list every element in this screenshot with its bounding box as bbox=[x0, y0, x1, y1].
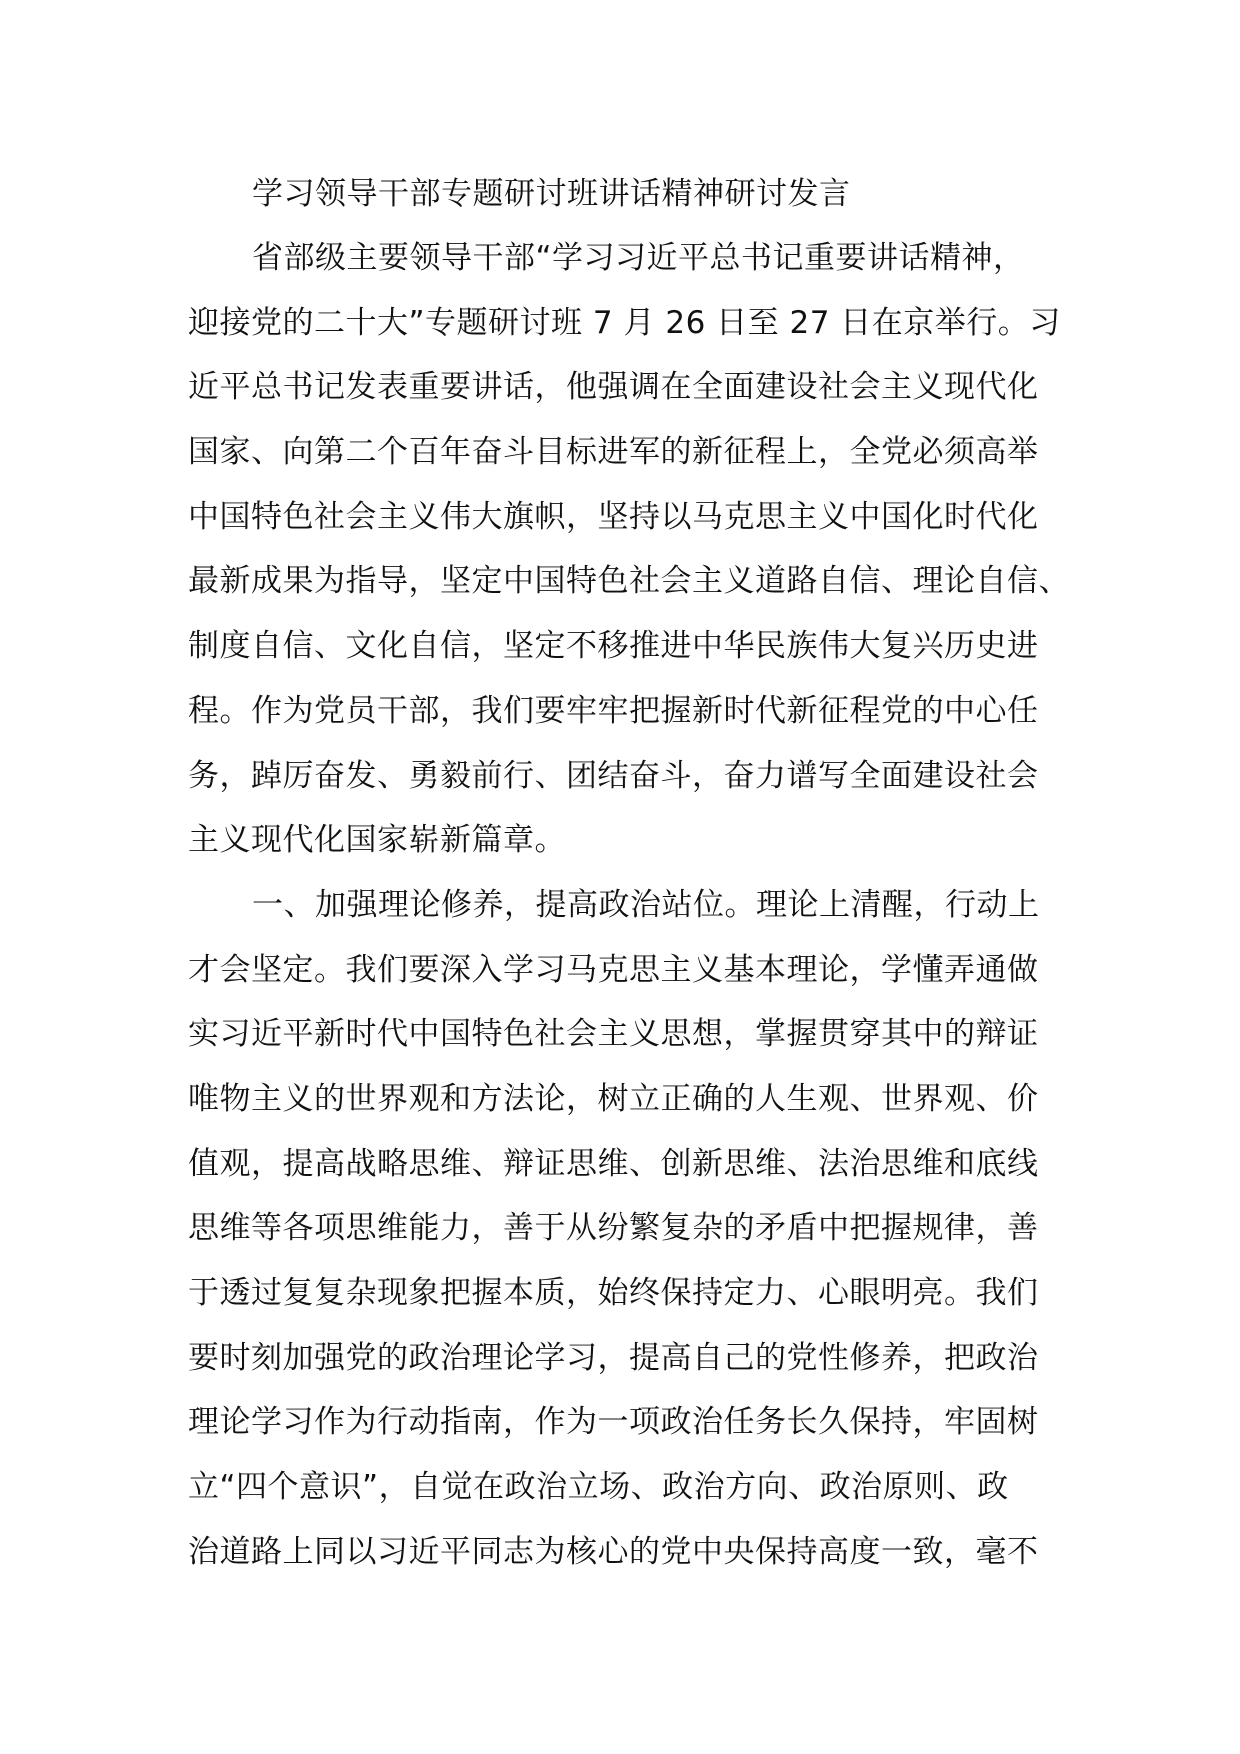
paragraph-line: 主义现代化国家崭新篇章。 bbox=[188, 822, 566, 859]
paragraph-line: 务，踔厉奋发、勇毅前行、团结奋斗，奋力谱写全面建设社会 bbox=[188, 757, 1039, 794]
paragraph-line: 于透过复复杂现象把握本质，始终保持定力、心眼明亮。我们 bbox=[188, 1275, 1039, 1311]
paragraph-line: 值观，提高战略思维、辩证思维、创新思维、法治思维和底线 bbox=[188, 1145, 1039, 1182]
paragraph-line: 治道路上同以习近平同志为核心的党中央保持高度一致，毫不 bbox=[188, 1533, 1039, 1570]
paragraph-line: 理论学习作为行动指南，作为一项政治任务长久保持，牢固树 bbox=[188, 1404, 1039, 1441]
paragraph-line: 最新成果为指导，坚定中国特色社会主义道路自信、理论自信、 bbox=[188, 563, 1070, 600]
paragraph-line: 中国特色社会主义伟大旗帜，坚持以马克思主义中国化时代化 bbox=[188, 498, 1039, 535]
document-body bbox=[188, 162, 1068, 1584]
paragraph-line: 思维等各项思维能力，善于从纷繁复杂的矛盾中把握规律，善 bbox=[188, 1210, 1039, 1247]
paragraph-line: 一、加强理论修养，提高政治站位。理论上清醒，行动上 bbox=[252, 886, 1040, 923]
paragraph-line: 程。作为党员干部，我们要牢牢把握新时代新征程党的中心任 bbox=[188, 692, 1039, 729]
paragraph-line: 迎接党的二十大”专题研讨班 7 月 26 日至 27 日在京举行。习 bbox=[188, 304, 1061, 341]
paragraph-line: 才会坚定。我们要深入学习马克思主义基本理论，学懂弄通做 bbox=[188, 951, 1039, 988]
document-title: 学习领导干部专题研讨班讲话精神研讨发言 bbox=[252, 176, 851, 212]
paragraph-line: 国家、向第二个百年奋斗目标进军的新征程上，全党必须高举 bbox=[188, 434, 1039, 471]
paragraph-line: 近平总书记发表重要讲话，他强调在全面建设社会主义现代化 bbox=[188, 369, 1039, 406]
paragraph-line: 要时刻加强党的政治理论学习，提高自己的党性修养，把政治 bbox=[188, 1339, 1039, 1376]
paragraph-line: 立“四个意识”，自觉在政治立场、政治方向、政治原则、政 bbox=[188, 1469, 1009, 1506]
paragraph-line: 实习近平新时代中国特色社会主义思想，掌握贯穿其中的辩证 bbox=[188, 1016, 1039, 1053]
paragraph-line: 省部级主要领导干部“学习习近平总书记重要讲话精神， bbox=[252, 240, 1025, 276]
paragraph-line: 制度自信、文化自信，坚定不移推进中华民族伟大复兴历史进 bbox=[188, 628, 1039, 665]
paragraph-line: 唯物主义的世界观和方法论，树立正确的人生观、世界观、价 bbox=[188, 1080, 1039, 1117]
